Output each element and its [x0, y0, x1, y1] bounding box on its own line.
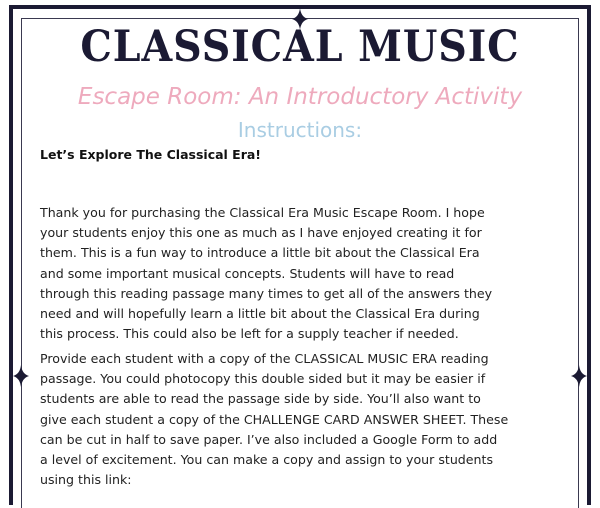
- paragraph-2: [40, 349, 570, 490]
- text-line: them. This is a fun way to introduce a little bit about the Classical Era: [40, 245, 480, 261]
- text-line: a level of excitement. You can make a copy and assign to your students: [40, 452, 494, 468]
- text-line: need and will hopefully learn a little bit about the Classical Era during: [40, 306, 480, 322]
- instructions-label: Instructions:: [237, 118, 363, 142]
- paragraph-1: [40, 203, 570, 344]
- text-line: Thank you for purchasing the Classical Era Music Escape Room. I hope: [40, 205, 485, 220]
- page-title: CLASSICAL MUSIC: [80, 22, 520, 72]
- text-line: give each student a copy of the CHALLENGE CARD ANSWER SHEET. These: [40, 411, 509, 427]
- star-ornament-icon: [13, 365, 29, 387]
- text-line: your students enjoy this one as much as I have enjoyed creating it for: [40, 225, 482, 241]
- text-line: and some important musical concepts. Students will have to read: [40, 265, 455, 281]
- text-line: students are able to read the passage side by side. You’ll also want to: [40, 391, 481, 407]
- text-line: using this link:: [40, 472, 132, 488]
- text-line: passage. You could photocopy this double sided but it may be easier if: [40, 371, 486, 387]
- text-line: this process. This could also be left for a supply teacher if needed.: [40, 326, 459, 342]
- text-line: through this reading passage many times to get all of the answers they: [40, 285, 493, 301]
- text-line: can be cut in half to save paper. I’ve also included a Google Form to add: [40, 431, 498, 447]
- star-ornament-icon: [571, 365, 587, 387]
- text-line: Provide each student with a copy of the CLASSICAL MUSIC ERA reading: [40, 351, 489, 366]
- section-heading: Let’s Explore The Classical Era!: [40, 147, 262, 162]
- subtitle: Escape Room: An Introductory Activity: [77, 84, 523, 110]
